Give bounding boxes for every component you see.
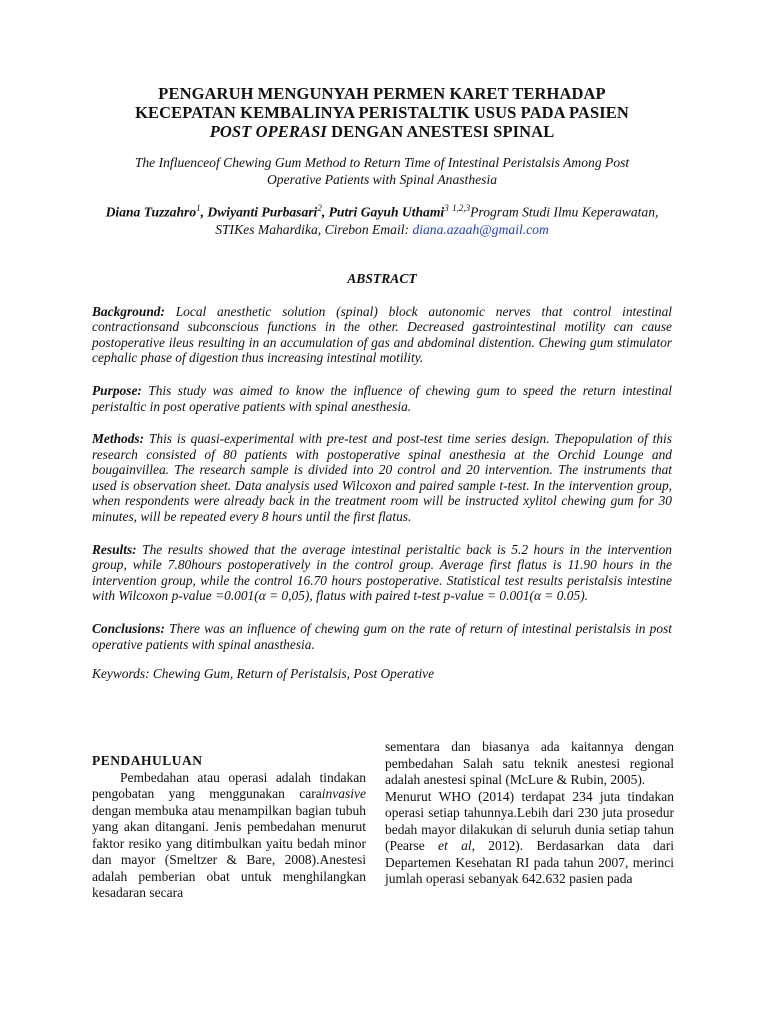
right-paragraph-2 bbox=[385, 789, 674, 888]
right-column bbox=[385, 739, 674, 888]
author-separator: , bbox=[200, 204, 208, 220]
right-paragraph-text: , 2012). Berdasarkan data dari Departemen Kesehatan RI pada tahun 2007, merinci jumlah operasi sebanyak 642.632 pasien pada bbox=[385, 838, 675, 886]
paper-title bbox=[92, 84, 672, 141]
title-line-2: KECEPATAN KEMBALINYA PERISTALTIK USUS PADA PASIEN bbox=[135, 103, 629, 122]
results-label: Results: bbox=[92, 541, 137, 557]
email-link[interactable]: diana.azaah@gmail.com bbox=[412, 221, 549, 237]
abstract-heading: ABSTRACT bbox=[347, 270, 417, 286]
paper-page bbox=[92, 84, 672, 682]
left-paragraph-text: dengan membuka atau menampilkan bagian tubuh yang akan ditangani. Jenis pembedahan menurut faktor resiko yang ditimbulkan yaitu bedah minor dan mayor (Smeltzer & Bare, 2008).Anestesi adalah pemberian obat untuk menghilangkan kesadaran secara bbox=[92, 802, 366, 900]
abstract-purpose bbox=[92, 383, 672, 414]
abstract-methods bbox=[92, 431, 672, 525]
methods-text: This is quasi-experimental with pre-test and post-test time series design. Thepopulation of this research consisted of 80 patients with postoperative spinal anesthesia at the Orchid Lounge and bougainvillea. The research sample is divided into 20 control and 20 intervention. The instruments that used is observation sheet. Data analysis used Wilcoxon and paired sample t-test. In the intervention group, when respondents were already back in the treatment room will be instructed xylitol chewing gum for 30 minutes, will be repeated every 8 hours until the first flatus. bbox=[92, 431, 672, 525]
author-2: Dwiyanti Purbasari bbox=[207, 204, 318, 220]
background-label: Background: bbox=[92, 303, 165, 319]
author-3: Putri Gayuh Uthami bbox=[328, 204, 445, 220]
left-column bbox=[92, 753, 366, 902]
right-paragraph-text: Menurut WHO (2014) terdapat 234 juta tindakan operasi setiap tahunnya.Lebih dari 230 juta prosedur bedah mayor dilakukan di seluruh dunia setiap tahun (Pearse bbox=[385, 788, 674, 853]
right-paragraph-italic: et al bbox=[438, 838, 472, 853]
title-line-1: PENGARUH MENGUNYAH PERMEN KARET TERHADAP bbox=[158, 84, 606, 103]
author-2-sup: 2 bbox=[317, 203, 322, 213]
keywords: Keywords: Chewing Gum, Return of Peristalsis, Post Operative bbox=[92, 666, 435, 682]
section-heading: PENDAHULUAN bbox=[92, 753, 203, 768]
affiliation: Program Studi Ilmu Keperawatan, STIKes Mahardika, Cirebon Email: bbox=[215, 204, 659, 237]
background-text: Local anesthetic solution (spinal) block autonomic nerves that control intestinal contractionsand subconscious functions in the other. Decreased gastrointestinal motility can cause postoperative ileus resulting in an accumulation of gas and abdominal distention. Chewing gum stimulator cephalic phase of digestion thus increasing intestinal motility. bbox=[92, 303, 672, 366]
title-line-3-italic: POST OPERASI bbox=[209, 122, 327, 141]
left-paragraph-italic: invasive bbox=[321, 786, 366, 801]
body-columns bbox=[92, 739, 676, 1024]
title-line-3-rest: DENGAN ANESTESI SPINAL bbox=[326, 122, 555, 141]
english-title: The Influenceof Chewing Gum Method to Return Time of Intestinal Peristalsis Among Post Operative Patients with Spinal Anasthesia bbox=[134, 155, 630, 187]
left-paragraph bbox=[92, 770, 366, 902]
abstract-results bbox=[92, 542, 672, 604]
author-1: Diana Tuzzahro bbox=[105, 204, 197, 220]
author-3-sup: 3 bbox=[444, 203, 449, 213]
author-separator: , bbox=[321, 204, 329, 220]
author-1-sup: 1 bbox=[196, 203, 201, 213]
left-paragraph-text: Pembedahan atau operasi adalah tindakan pengobatan yang menggunakan cara bbox=[92, 769, 366, 801]
methods-label: Methods: bbox=[92, 431, 145, 447]
conclusions-label: Conclusions: bbox=[92, 621, 165, 637]
abstract-background bbox=[92, 304, 672, 366]
purpose-text: This study was aimed to know the influence of chewing gum to speed the return intestinal peristaltic in post operative patients with spinal anesthesia. bbox=[92, 382, 672, 414]
right-paragraph-1: sementara dan biasanya ada kaitannya dengan pembedahan Salah satu teknik anestesi regional adalah anestesi spinal (McLure & Rubin, 2005). bbox=[385, 739, 674, 787]
conclusions-text: There was an influence of chewing gum on the rate of return of intestinal peristalsis in post operative patients with spinal anasthesia. bbox=[92, 621, 672, 652]
results-text: The results showed that the average intestinal peristaltic back is 5.2 hours in the intervention group, while 7.80hours postoperatively in the control group. Average first flatus is 11.90 hours in the intervention group, while the control 16.70 hours postoperative. Statistical test results peristalsis intestine with Wilcoxon p-value =0.001(α = 0,05), flatus with paired t-test p-value = 0.001(α = 0.05). bbox=[92, 541, 672, 604]
purpose-label: Purpose: bbox=[92, 382, 142, 398]
abstract-conclusions bbox=[92, 621, 672, 652]
affiliation-sup: 1,2,3 bbox=[452, 203, 471, 213]
author-block bbox=[98, 200, 666, 238]
